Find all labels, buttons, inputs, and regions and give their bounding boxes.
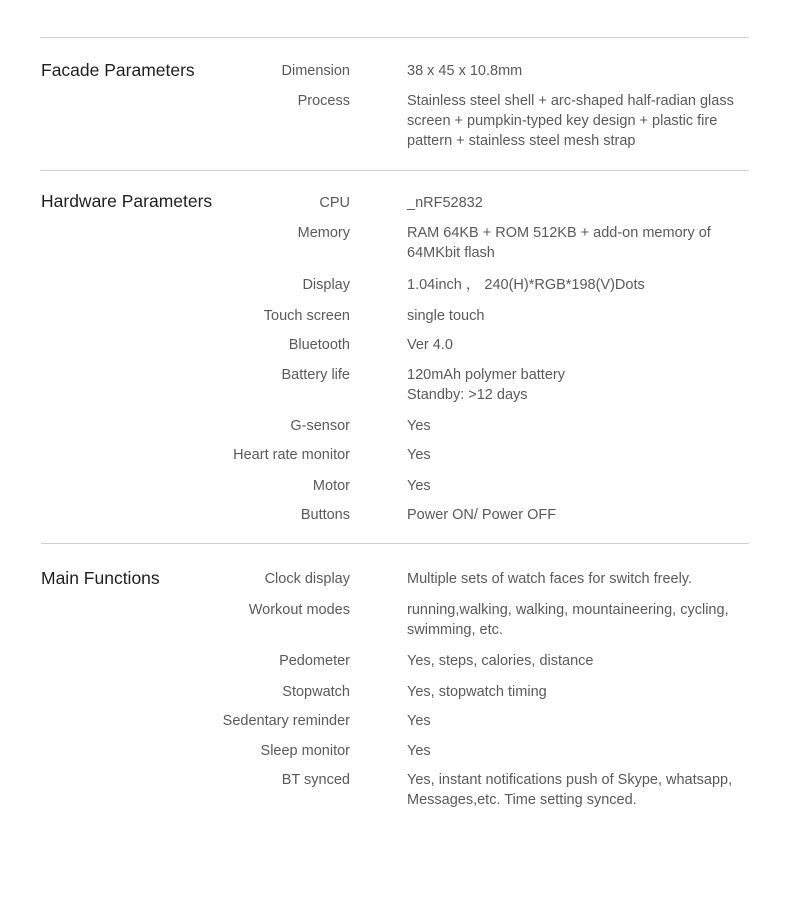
spec-value-g-sensor xyxy=(407,416,767,436)
spec-value-clock-display xyxy=(407,569,767,589)
spec-value-stopwatch xyxy=(407,682,767,702)
spec-value-line: _nRF52832 xyxy=(407,195,483,211)
spec-label-heart-rate-monitor: Heart rate monitor xyxy=(233,447,350,463)
spec-value-line: Yes, stopwatch timing xyxy=(407,684,547,700)
spec-value-line: pattern + stainless steel mesh strap xyxy=(407,133,636,149)
spec-label-g-sensor: G-sensor xyxy=(290,418,350,434)
divider-hardware-functions xyxy=(41,543,749,544)
spec-label-battery-life: Battery life xyxy=(281,367,350,383)
spec-label-memory: Memory xyxy=(297,225,350,241)
divider-facade-hardware xyxy=(41,170,749,171)
spec-label-display: Display xyxy=(302,277,350,293)
spec-value-line: 38 x 45 x 10.8mm xyxy=(407,63,523,79)
spec-value-line: Yes xyxy=(407,418,431,434)
spec-label-motor: Motor xyxy=(312,478,350,494)
divider-top xyxy=(41,37,749,38)
spec-value-memory xyxy=(407,223,767,263)
spec-value-pedometer xyxy=(407,651,767,671)
spec-value-sleep-monitor xyxy=(407,741,767,761)
spec-value-line: single touch xyxy=(407,308,485,324)
spec-value-process xyxy=(407,91,767,151)
spec-value-line: Stainless steel shell + arc-shaped half-radian glass xyxy=(407,93,734,109)
spec-label-dimension: Dimension xyxy=(281,63,350,79)
spec-value-line: Standby: >12 days xyxy=(407,387,528,403)
spec-value-line: running,walking, walking, mountaineering, cycling, xyxy=(407,602,729,618)
spec-value-line: Yes xyxy=(407,713,431,729)
spec-label-bluetooth: Bluetooth xyxy=(288,337,350,353)
spec-label-cpu: CPU xyxy=(319,195,350,211)
spec-label-touch-screen: Touch screen xyxy=(263,308,350,324)
spec-value-line: Yes, instant notifications push of Skype, whatsapp, xyxy=(407,772,733,788)
spec-value-line: Ver 4.0 xyxy=(407,337,453,353)
spec-label-clock-display: Clock display xyxy=(264,571,350,587)
spec-value-touch-screen xyxy=(407,306,767,326)
spec-value-bluetooth xyxy=(407,335,767,355)
section-title-main-functions: Main Functions xyxy=(41,568,160,588)
spec-label-buttons: Buttons xyxy=(300,507,350,523)
section-title-hardware: Hardware Parameters xyxy=(41,191,213,211)
spec-value-line: 1.04inch ， 240(H)*RGB*198(V)Dots xyxy=(407,277,645,293)
spec-label-stopwatch: Stopwatch xyxy=(282,684,350,700)
spec-value-sedentary-reminder xyxy=(407,711,767,731)
spec-value-bt-synced xyxy=(407,770,767,810)
spec-value-line: RAM 64KB + ROM 512KB + add-on memory of xyxy=(407,225,711,241)
spec-value-dimension xyxy=(407,61,767,81)
spec-value-line: swimming, etc. xyxy=(407,622,503,638)
spec-value-line: Power ON/ Power OFF xyxy=(407,507,557,523)
spec-value-line: Messages,etc. Time setting synced. xyxy=(407,792,637,808)
spec-value-line: Yes, steps, calories, distance xyxy=(407,653,594,669)
spec-value-line: Yes xyxy=(407,743,431,759)
spec-label-bt-synced: BT synced xyxy=(281,772,350,788)
spec-value-workout-modes xyxy=(407,600,767,640)
spec-value-line: Yes xyxy=(407,478,431,494)
spec-value-battery-life xyxy=(407,365,767,405)
spec-label-sedentary-reminder: Sedentary reminder xyxy=(222,713,350,729)
section-title-facade: Facade Parameters xyxy=(41,60,195,80)
spec-value-cpu xyxy=(407,193,767,213)
spec-label-workout-modes: Workout modes xyxy=(248,602,350,618)
spec-value-motor xyxy=(407,476,767,496)
spec-value-line: Multiple sets of watch faces for switch freely. xyxy=(407,571,693,587)
spec-label-pedometer: Pedometer xyxy=(279,653,350,669)
spec-label-process: Process xyxy=(297,93,350,109)
spec-value-line: Yes xyxy=(407,447,431,463)
spec-value-display xyxy=(407,275,767,295)
spec-label-sleep-monitor: Sleep monitor xyxy=(260,743,350,759)
spec-value-line: screen + pumpkin-typed key design + plastic fire xyxy=(407,113,718,129)
spec-value-line: 120mAh polymer battery xyxy=(407,367,565,383)
spec-value-line: 64MKbit flash xyxy=(407,245,495,261)
spec-value-heart-rate-monitor xyxy=(407,445,767,465)
spec-value-buttons xyxy=(407,505,767,525)
